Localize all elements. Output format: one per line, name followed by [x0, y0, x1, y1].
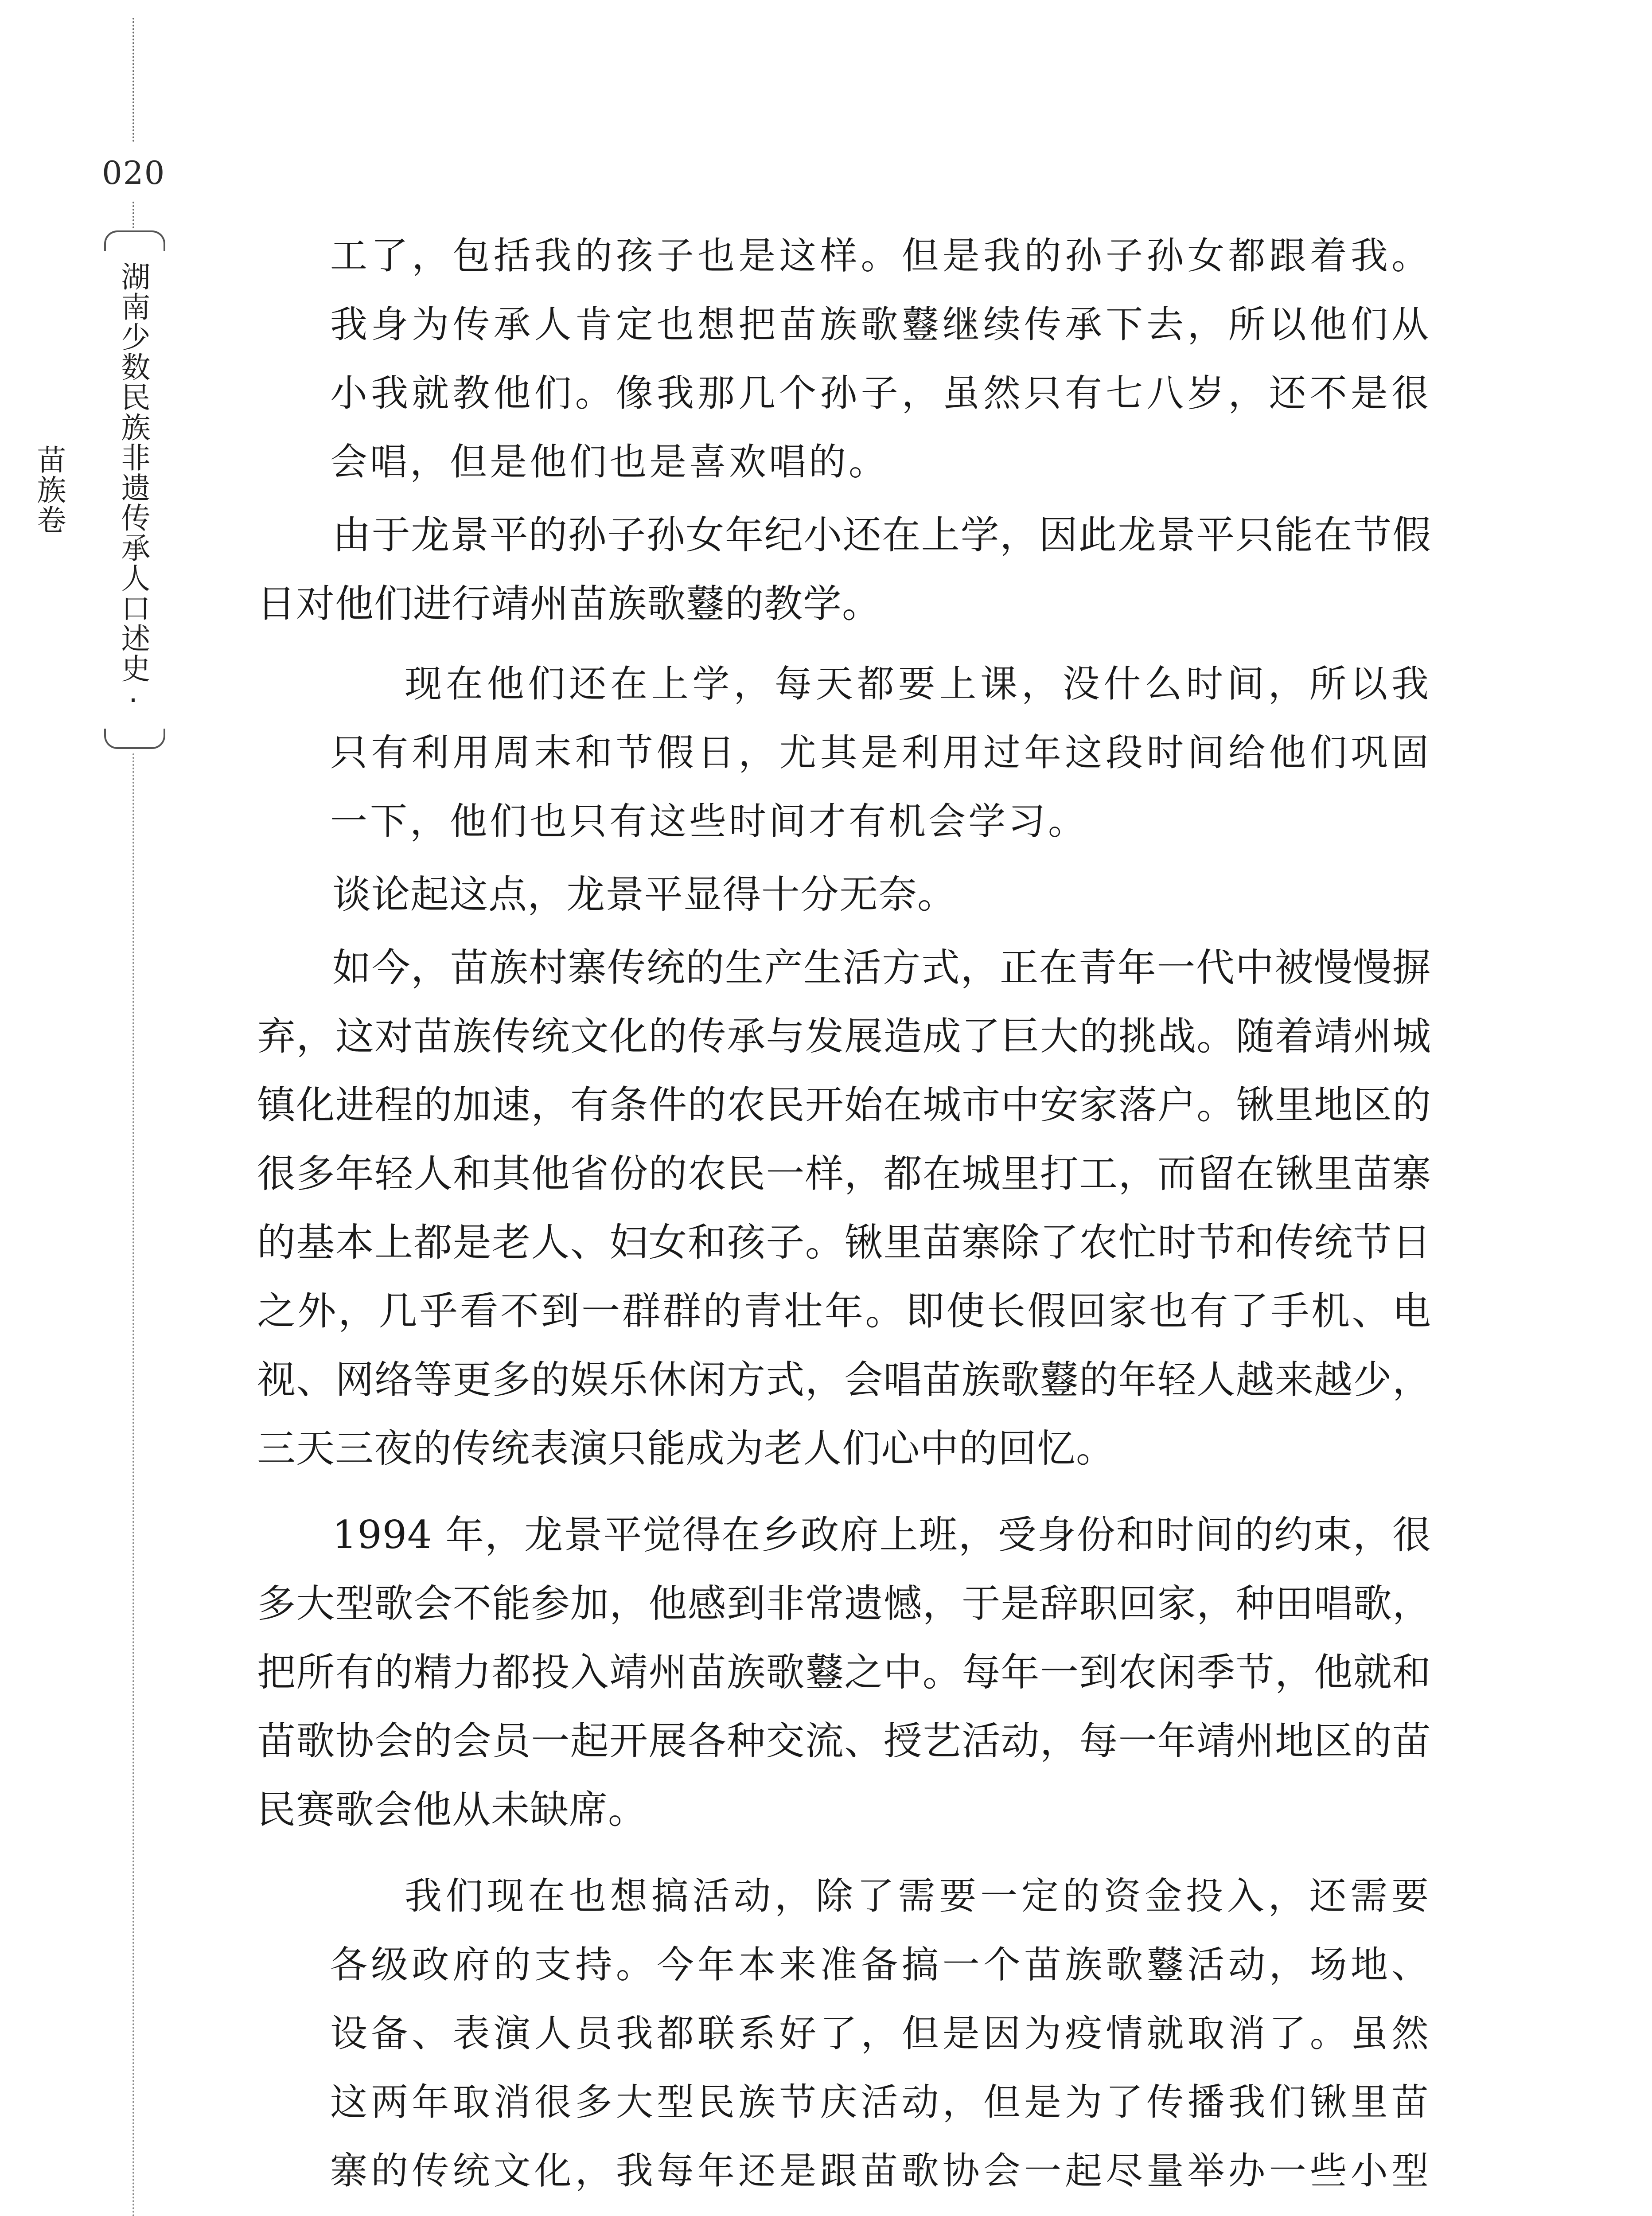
title-bracket-bottom — [104, 729, 165, 749]
narration-paragraph: 1994 年，龙景平觉得在乡政府上班，受身份和时间的约束，很多大型歌会不能参加，他感到非常遗憾，于是辞职回家，种田唱歌，把所有的精力都投入靖州苗族歌鼟之中。每年一到农闲季节，他就和苗歌协会的会员一起开展各种交流、授艺活动，每一年靖州地区的苗民赛歌会他从未缺席。 — [257, 1512, 1431, 1832]
title-bracket-top — [104, 230, 165, 251]
narration-paragraph: 谈论起这点，龙景平显得十分无奈。 — [332, 872, 956, 917]
quote-paragraph: 工了，包括我的孩子也是这样。但是我的孙子孙女都跟着我。我身为传承人肯定也想把苗族歌鼟继续传承下去，所以他们从小我就教他们。像我那几个孙子，虽然只有七八岁，还不是很会唱，但是他们也是喜欢唱的。 — [330, 234, 1431, 484]
narration-paragraph: 如今，苗族村寨传统的生产生活方式，正在青年一代中被慢慢摒弃，这对苗族传统文化的传承与发展造成了巨大的挑战。随着靖州城镇化进程的加速，有条件的农民开始在城市中安家落户。锹里地区的很多年轻人和其他省份的农民一样，都在城里打工，而留在锹里苗寨的基本上都是老人、妇女和孩子。锹里苗寨除了农忙时节和传统节日之外，几乎看不到一群群的青壮年。即使长假回家也有了手机、电视、网络等更多的娱乐休闲方式，会唱苗族歌鼟的年轻人越来越少，三天三夜的传统表演只能成为老人们心中的回忆。 — [257, 945, 1431, 1471]
margin-dotted-rule-bottom — [132, 753, 134, 2216]
page-number: 020 — [102, 154, 166, 191]
running-book-title: 湖南少数民族非遗传承人口述史·苗族卷 — [32, 261, 150, 718]
narration-paragraph: 由于龙景平的孙子孙女年纪小还在上学，因此龙景平只能在节假日对他们进行靖州苗族歌鼟的教学。 — [257, 512, 1431, 626]
running-title-frame — [32, 230, 175, 749]
quote-paragraph: 我们现在也想搞活动，除了需要一定的资金投入，还需要各级政府的支持。今年本来准备搞一个苗族歌鼟活动，场地、设备、表演人员我都联系好了，但是因为疫情就取消了。虽然这两年取消很多大型民族节庆活动，但是为了传播我们锹里苗寨的传统文化，我每年还是跟苗歌协会一起尽量举办一些小型 — [330, 1874, 1431, 2193]
margin-dotted-rule-top — [132, 18, 134, 142]
quote-paragraph: 现在他们还在上学，每天都要上课，没什么时间，所以我只有利用周末和节假日，尤其是利用过年这段时间给他们巩固一下，他们也只有这些时间才有机会学习。 — [330, 662, 1431, 843]
margin-dotted-rule-mid — [132, 202, 134, 228]
page-body — [257, 222, 1431, 2216]
